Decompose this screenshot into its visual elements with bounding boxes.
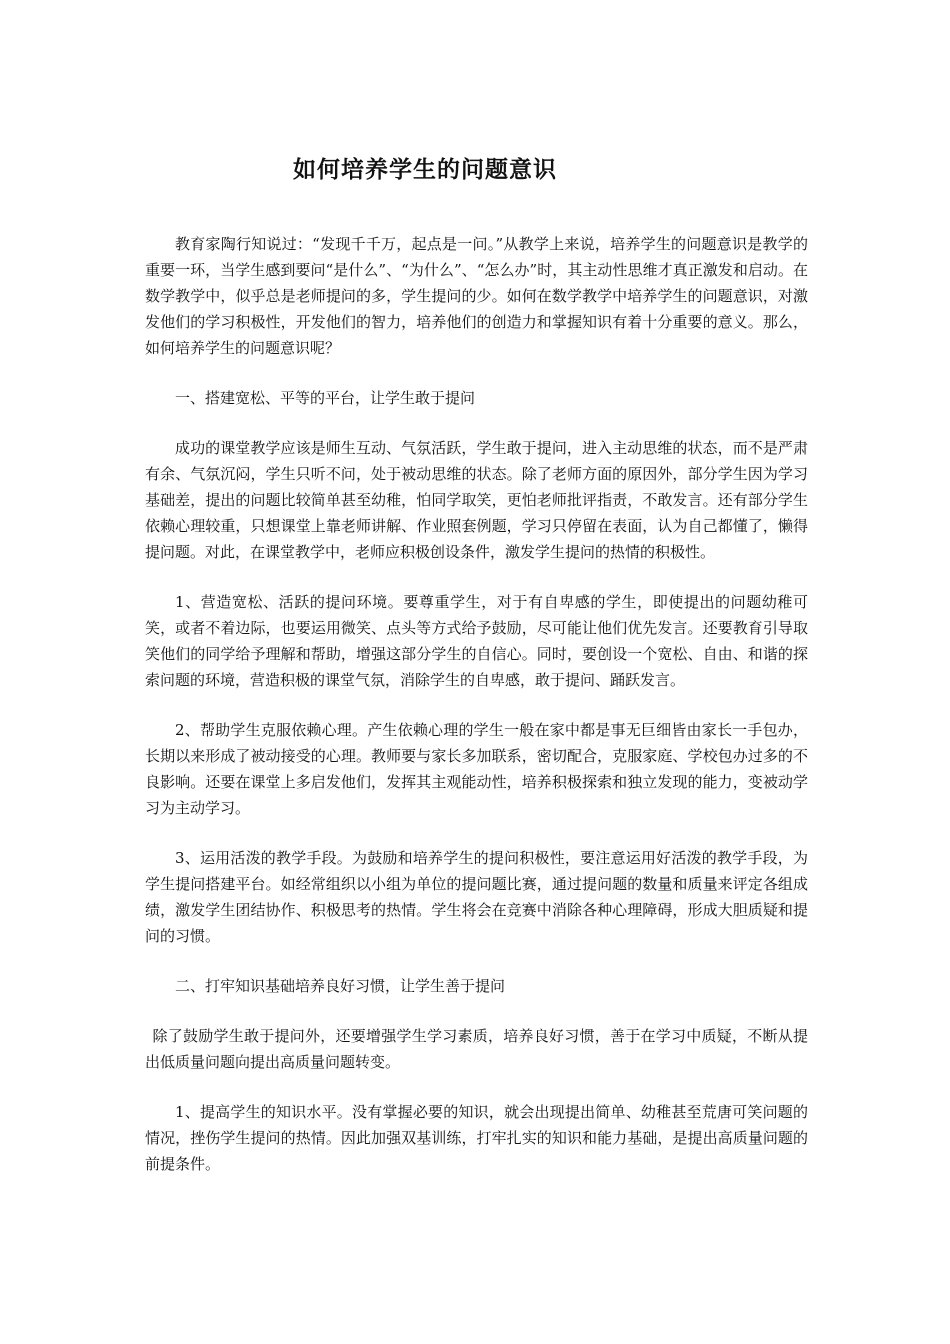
point-1-3-paragraph: 3、运用活泼的教学手段。为鼓励和培养学生的提问积极性，要注意运用好活泼的教学手段，为学生提问搭建平台。如经常组织以小组为单位的提问题比赛，通过提问题的数量和质量来评定各组成绩，激发学生团结协作、积极思考的热情。学生将会在竞赛中消除各种心理障碍，形成大胆质疑和提问的习惯。 bbox=[145, 849, 808, 945]
document-body bbox=[145, 231, 808, 1177]
section-2-paragraph: 除了鼓励学生敢于提问外，还要增强学生学习素质，培养良好习惯，善于在学习中质疑，不断从提出低质量问题向提出高质量问题转变。 bbox=[145, 1027, 808, 1071]
intro-paragraph: 教育家陶行知说过：“发现千千万，起点是一问。”从教学上来说，培养学生的问题意识是教学的重要一环，当学生感到要问“是什么”、“为什么”、“怎么办”时，其主动性思维才真正激发和启动。在数学教学中，似乎总是老师提问的多，学生提问的少。如何在数学教学中培养学生的问题意识，对激发他们的学习积极性，开发他们的智力，培养他们的创造力和掌握知识有着十分重要的意义。那么，如何培养学生的问题意识呢？ bbox=[145, 235, 808, 357]
section-1-paragraph: 成功的课堂教学应该是师生互动、气氛活跃，学生敢于提问，进入主动思维的状态，而不是严肃有余、气氛沉闷，学生只听不问，处于被动思维的状态。除了老师方面的原因外，部分学生因为学习基础差，提出的问题比较简单甚至幼稚，怕同学取笑，更怕老师批评指责，不敢发言。还有部分学生依赖心理较重，只想课堂上靠老师讲解、作业照套例题，学习只停留在表面，认为自己都懂了，懒得提问题。对此，在课堂教学中，老师应积极创设条件，激发学生提问的热情的积极性。 bbox=[145, 439, 808, 561]
document-title: 如何培养学生的问题意识 bbox=[293, 157, 557, 183]
section-heading-2: 二、打牢知识基础培养良好习惯，让学生善于提问 bbox=[175, 977, 506, 995]
section-heading-1: 一、搭建宽松、平等的平台，让学生敢于提问 bbox=[175, 389, 476, 407]
point-1-2-paragraph: 2、帮助学生克服依赖心理。产生依赖心理的学生一般在家中都是事无巨细皆由家长一手包办，长期以来形成了被动接受的心理。教师要与家长多加联系，密切配合，克服家庭、学校包办过多的不良影响。还要在课堂上多启发他们，发挥其主观能动性，培养积极探索和独立发现的能力，变被动学习为主动学习。 bbox=[145, 721, 808, 817]
point-2-1-paragraph: 1、提高学生的知识水平。没有掌握必要的知识，就会出现提出简单、幼稚甚至荒唐可笑问题的情况，挫伤学生提问的热情。因此加强双基训练，打牢扎实的知识和能力基础，是提出高质量问题的前提条件。 bbox=[145, 1103, 808, 1173]
point-1-1-paragraph: 1、营造宽松、活跃的提问环境。要尊重学生，对于有自卑感的学生，即使提出的问题幼稚可笑，或者不着边际，也要运用微笑、点头等方式给予鼓励，尽可能让他们优先发言。还要教育引导取笑他们的同学给予理解和帮助，增强这部分学生的自信心。同时，要创设一个宽松、自由、和谐的探索问题的环境，营造积极的课堂气氛，消除学生的自卑感，敢于提问、踊跃发言。 bbox=[145, 593, 808, 689]
